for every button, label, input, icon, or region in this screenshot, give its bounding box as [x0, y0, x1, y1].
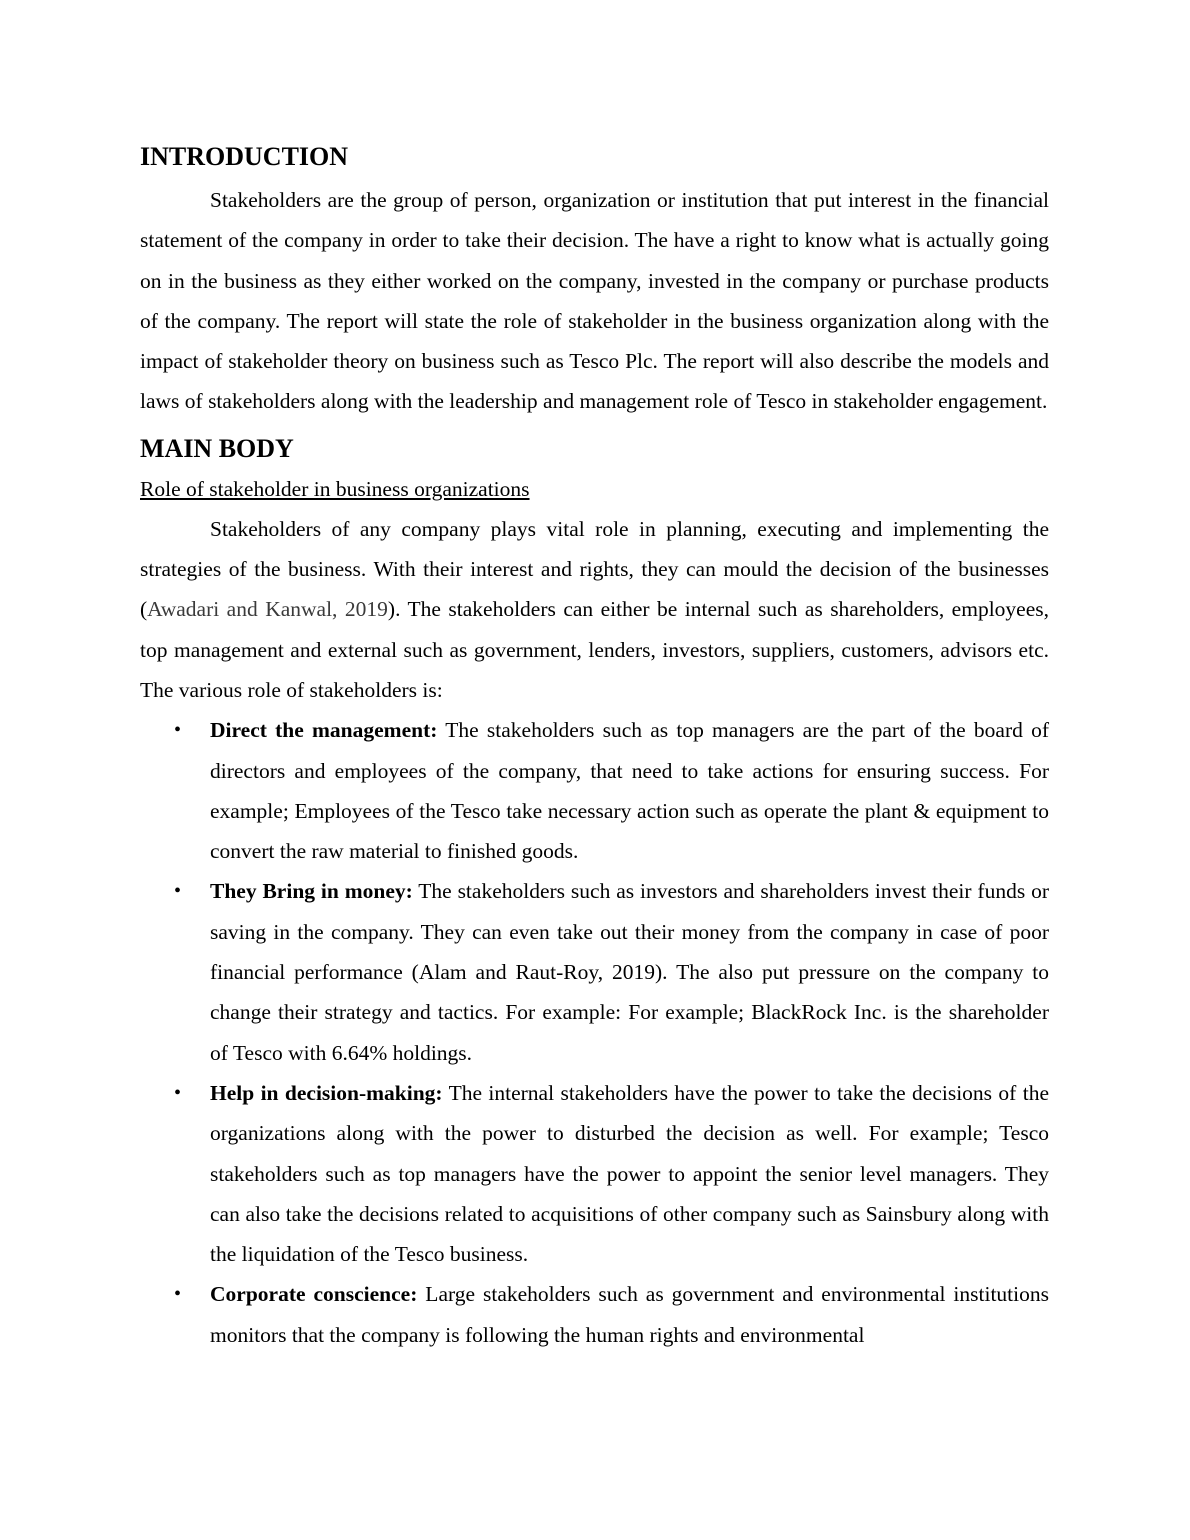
- bullet-icon: •: [174, 1283, 182, 1306]
- paragraph-text-after-citation: ). The stakeholders can either be internal such as shareholders, employees, top management and external such as government, lenders, investors, suppliers, customers, advisors etc. The various role of stakeholders is:: [140, 597, 1049, 702]
- list-item: [140, 1073, 1049, 1274]
- list-item-text: The stakeholders such as investors and shareholders invest their funds or saving in the company. They can even take out their money from the company in case of poor financial performance (Alam and Raut-Roy, 2019). The also put pressure on the company to change their strategy and tactics. For example: For example; BlackRock Inc. is the shareholder of Tesco with 6.64% holdings.: [210, 879, 1049, 1065]
- bullet-icon: •: [174, 719, 182, 742]
- main-body-paragraph: [140, 509, 1049, 710]
- list-item-text: The stakeholders such as top managers are the part of the board of directors and employees of the company, that need to take actions for ensuring success. For example; Employees of the Tesco take necessary action such as operate the plant & equipment to convert the raw material to finished goods.: [210, 718, 1049, 864]
- stakeholder-roles-list: [140, 710, 1049, 1355]
- bullet-icon: •: [174, 1081, 182, 1104]
- list-item-text: The internal stakeholders have the power to take the decisions of the organizations along with the power to disturbed the decision as well. For example; Tesco stakeholders such as top managers have the power to appoint the senior level managers. They can also take the decisions related to acquisitions of other company such as Sainsbury along with the liquidation of the Tesco business.: [210, 1080, 1049, 1267]
- list-item: [140, 710, 1049, 871]
- introduction-paragraph: Stakeholders are the group of person, organization or institution that put interest in the financial statement of the company in order to take their decision. The have a right to know what is actually going on in the business as they either worked on the company, invested in the company or purchase products of the company. The report will state the role of stakeholder in the business organization along with the impact of stakeholder theory on business such as Tesco Plc. The report will also describe the models and laws of stakeholders along with the leadership and management role of Tesco in stakeholder engagement.: [140, 188, 1049, 414]
- list-item-title: Help in decision-making:: [210, 1080, 443, 1105]
- list-item-title: They Bring in money:: [210, 879, 413, 904]
- section-subheading: Role of stakeholder in business organizations: [140, 476, 530, 501]
- list-item: [140, 1274, 1049, 1355]
- paragraph-text-before-citation: Stakeholders of any company plays vital role in planning, executing and implementing the strategies of the business. With their interest and rights, they can mould the decision of the businesses (: [140, 516, 1049, 622]
- citation: Awadari and Kanwal, 2019: [147, 597, 388, 622]
- list-item-title: Direct the management:: [210, 718, 438, 743]
- list-item-text: Large stakeholders such as government and environmental institutions monitors that the company is following the human rights and environmental: [210, 1282, 1049, 1347]
- bullet-icon: •: [174, 880, 182, 903]
- list-item-title: Corporate conscience:: [210, 1282, 418, 1307]
- document-page: [140, 140, 1049, 1355]
- introduction-heading: INTRODUCTION: [140, 142, 349, 171]
- list-item: [140, 871, 1049, 1072]
- main-body-heading: MAIN BODY: [140, 433, 294, 463]
